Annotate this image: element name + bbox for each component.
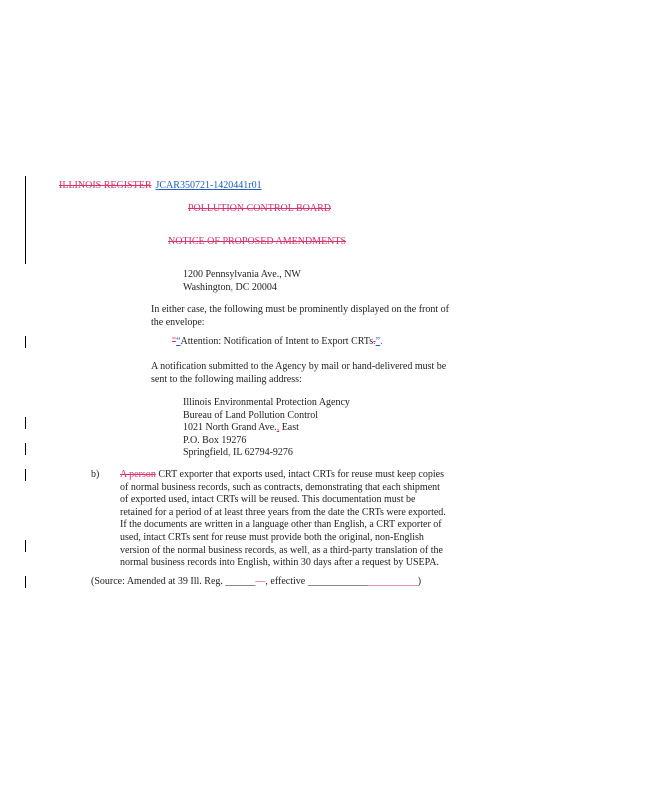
change-bar bbox=[25, 417, 26, 429]
change-bar bbox=[25, 576, 26, 588]
change-bar bbox=[25, 540, 26, 552]
register-header bbox=[59, 180, 262, 193]
address-block-2: Illinois Environmental Protection Agency Bureau of Land Pollution Control 1021 North Grand Ave., East P.O. Box 19276 Springfield, IL 62794-9276 bbox=[183, 397, 350, 459]
notice-title: NOTICE OF PROPOSED AMENDMENTS bbox=[168, 236, 347, 247]
address-line: 1200 Pennsylvania Ave., NW bbox=[183, 269, 301, 280]
change-bar bbox=[25, 469, 26, 481]
source-note: (Source: Amended at 39 Ill. Reg. ______—, effective ______________________) bbox=[91, 576, 422, 587]
item-b-paragraph: A person CRT exporter that exports used, intact CRTs for reuse must keep copies of normal business records, such as contracts, demonstrating that each shipment of exported used, intact CRTs will be reused. This documentation must be retained for a period of at least three years from the date the CRTs were exported. If the documents are written in a language other than English, a CRT exporter of used, intact CRTs sent for reuse must provide both the original, non-English version of the normal business records, as well, as a third-party translation of the normal business records into English, within 30 days after a request by USEPA. bbox=[120, 469, 446, 569]
address-block-1 bbox=[183, 269, 301, 294]
register-deleted: ILLINOIS REGISTER bbox=[59, 180, 152, 191]
change-bar bbox=[25, 336, 26, 348]
board-name: POLLUTION CONTROL BOARD bbox=[188, 203, 331, 214]
register-id-inserted: JCAR350721-1420441r01 bbox=[155, 180, 262, 191]
item-label: b) bbox=[91, 469, 100, 480]
attention-line: "“Attention: Notification of Intent to Export CRTs.”. bbox=[172, 336, 383, 347]
change-bar bbox=[25, 176, 26, 264]
address-line: Washington, DC 20004 bbox=[183, 281, 277, 293]
notification-paragraph: A notification submitted to the Agency by mail or hand-delivered must be sent to the following mailing address: bbox=[151, 361, 447, 385]
change-bar bbox=[25, 443, 26, 455]
envelope-instruction: In either case, the following must be prominently displayed on the front of the envelope: bbox=[151, 304, 449, 328]
